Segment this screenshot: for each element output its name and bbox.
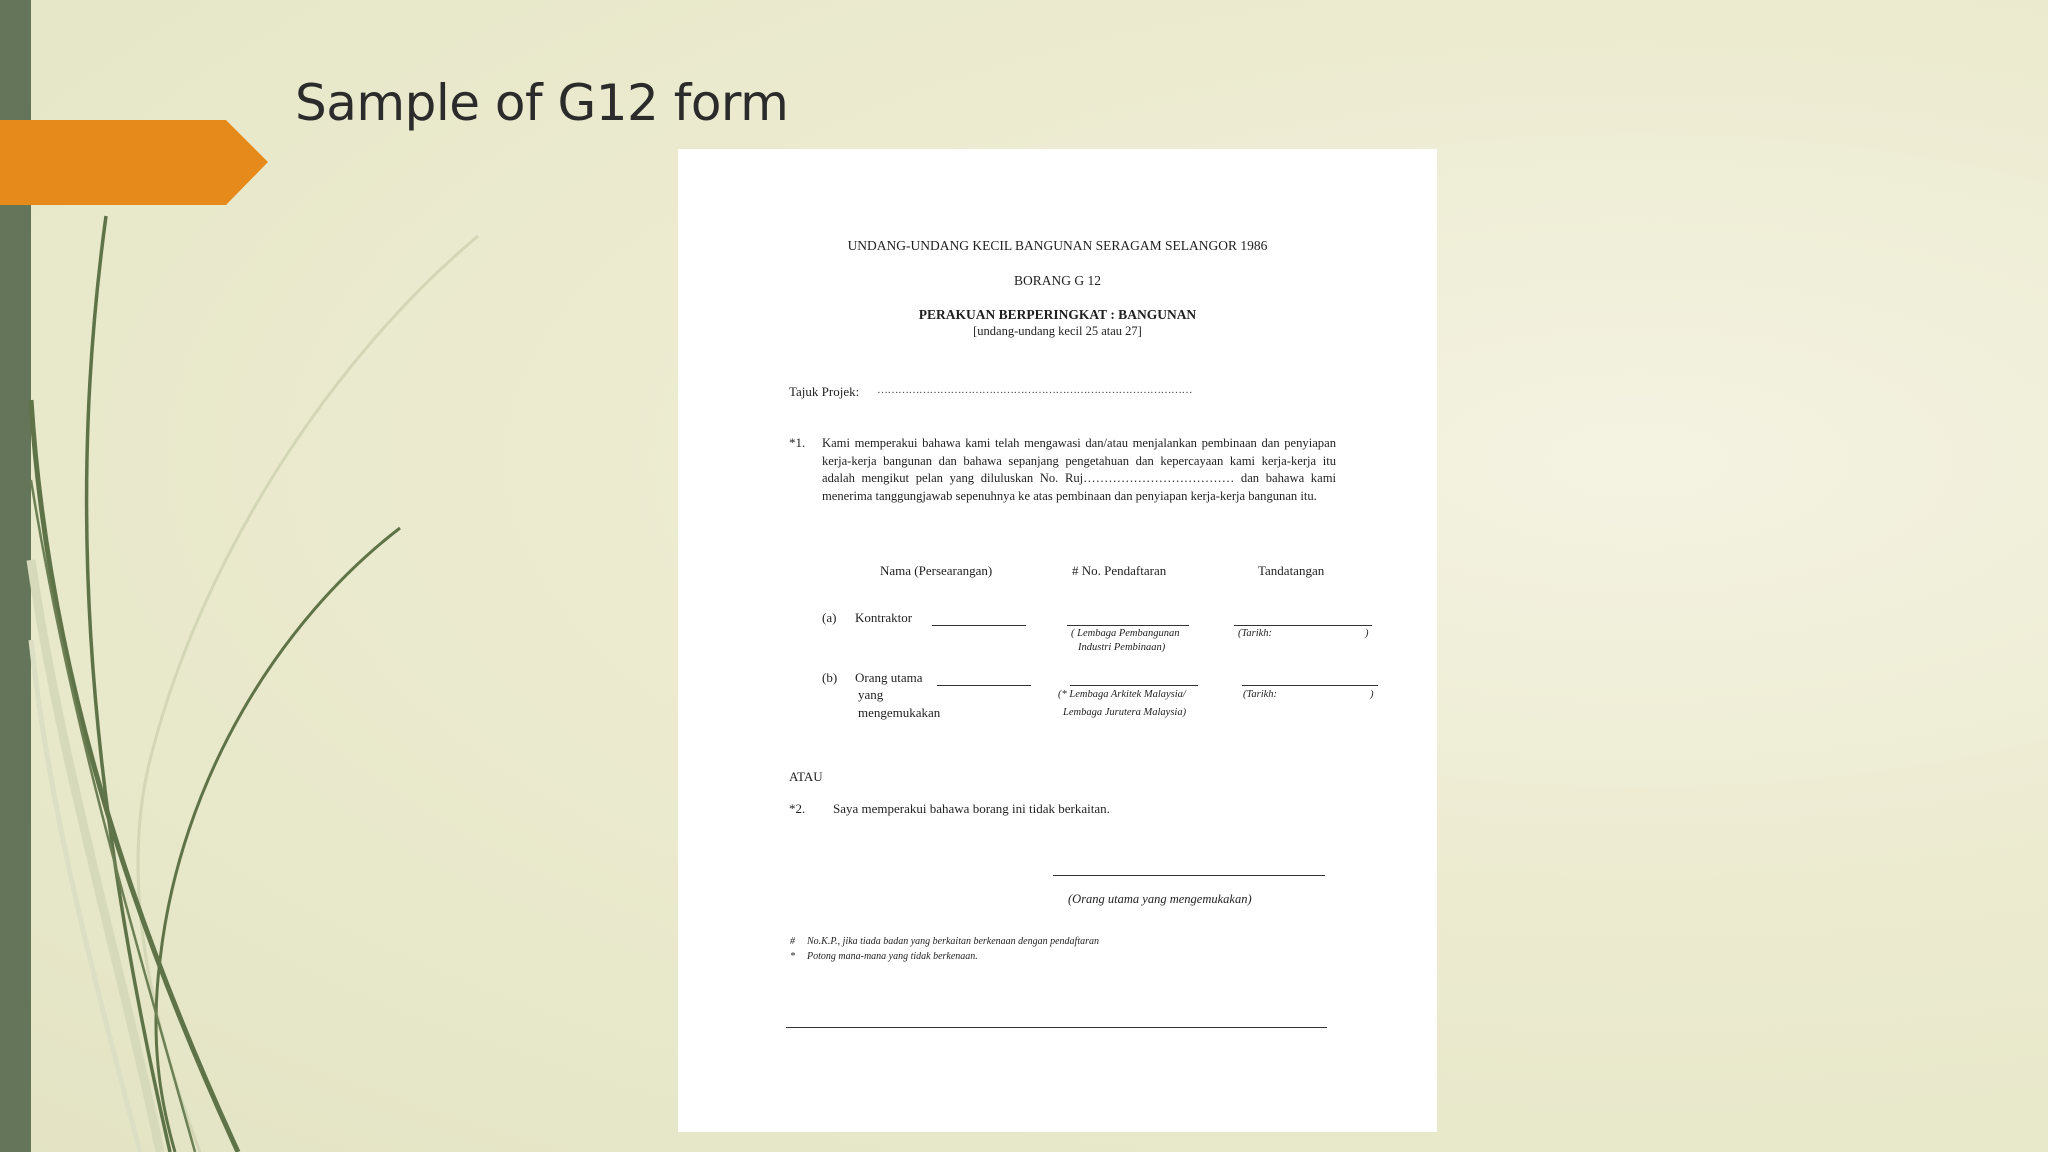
row-a-name-line <box>932 625 1026 626</box>
row-b-date: (Tarikh: <box>1243 689 1278 700</box>
row-b-date-close: ) <box>1370 689 1374 700</box>
swirl-light-curve-1 <box>138 236 478 1152</box>
g12-form-image <box>678 149 1437 1132</box>
column-signature-header: Tandatangan <box>1258 563 1325 578</box>
row-a-signature-line <box>1234 625 1372 626</box>
footnote-2-marker: * <box>790 951 795 962</box>
row-a-registration-line <box>1067 625 1189 626</box>
submitter-signature-caption: (Orang utama yang mengemukakan) <box>1068 892 1252 906</box>
row-b-registration-line <box>1070 685 1198 686</box>
column-registration-header: # No. Pendaftaran <box>1072 563 1167 578</box>
submitter-signature-line <box>1053 875 1325 876</box>
row-b-marker: (b) <box>822 670 838 685</box>
clause-2-marker: *2. <box>789 801 806 816</box>
footnote-1: No.K.P., jika tiada badan yang berkaitan berkenaan dengan pendaftaran <box>807 936 1100 947</box>
project-title-dots: ……………………………………………………………………………… <box>877 384 1192 396</box>
clause-2-text: Saya memperakui bahawa borang ini tidak berkaitan. <box>833 801 1110 816</box>
row-b-label-3: mengemukakan <box>858 705 941 720</box>
form-heading: PERAKUAN BERPERINGKAT : BANGUNAN <box>918 307 1197 322</box>
footnote-1-marker: # <box>790 936 795 947</box>
form-subheading: [undang-undang kecil 25 atau 27] <box>973 324 1142 338</box>
project-title-label: Tajuk Projek: <box>789 384 860 399</box>
form-law-title: UNDANG-UNDANG KECIL BANGUNAN SERAGAM SELANGOR 1986 <box>847 238 1268 253</box>
swirl-light-curve-2 <box>31 560 160 1152</box>
or-label: ATAU <box>789 769 823 784</box>
row-b-label-2: yang <box>858 687 884 702</box>
row-a-registration-note-2: Industri Pembinaan) <box>1078 642 1166 653</box>
clause-1-text: Kami memperakui bahawa kami telah mengawasi dan/atau menjalankan pembinaan dan penyiapan kerja-kerja bangunan dan bahawa sepanjang pengetahuan dan kepercayaan kami kerja-kerja itu adalah mengikut pelan yang diluluskan No. Ruj……………………………… dan bahawa kami menerima tanggungjawab sepenuhnya ke atas pembinaan dan penyiapan kerja-kerja bangunan itu. <box>822 436 1336 503</box>
row-a-label: Kontraktor <box>855 610 913 625</box>
row-b-name-line <box>937 685 1031 686</box>
row-a-marker: (a) <box>822 610 837 625</box>
form-code: BORANG G 12 <box>1013 273 1101 288</box>
row-a-date-close: ) <box>1365 628 1369 639</box>
column-name-header: Nama (Persearangan) <box>880 563 993 578</box>
form-bottom-rule <box>786 1027 1327 1028</box>
row-b-label-1: Orang utama <box>855 670 923 685</box>
row-b-registration-note-2: Lembaga Jurutera Malaysia) <box>1063 707 1187 718</box>
row-a-date: (Tarikh: <box>1238 628 1273 639</box>
orange-arrow-shape <box>0 120 268 205</box>
row-a-registration-note-1: ( Lembaga Pembangunan <box>1071 628 1180 639</box>
slide-title: Sample of G12 form <box>295 74 789 132</box>
row-b-signature-line <box>1242 685 1378 686</box>
clause-1-marker: *1. <box>789 435 806 450</box>
row-b-registration-note-1: (* Lembaga Arkitek Malaysia/ <box>1058 689 1186 700</box>
footnote-2: Potong mana-mana yang tidak berkenaan. <box>807 951 978 962</box>
swirl-dark-curve-3 <box>156 528 400 1152</box>
